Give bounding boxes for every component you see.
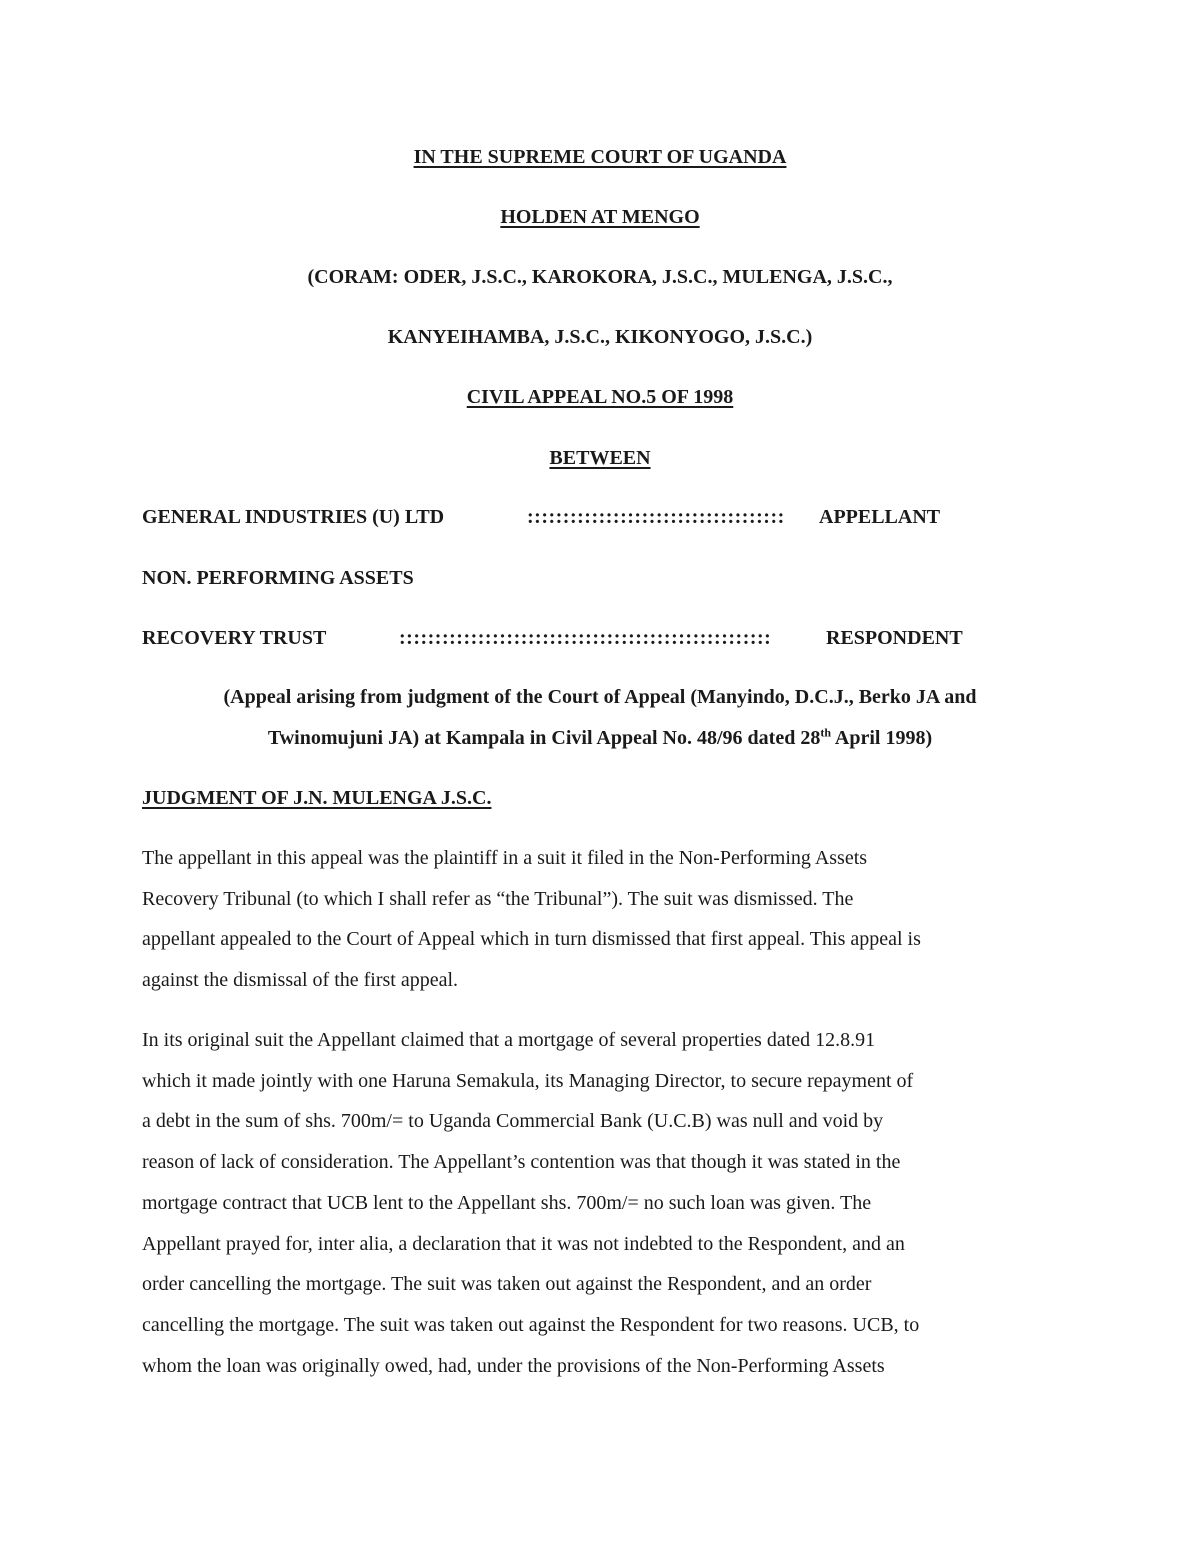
appeal-note-line-1: (Appeal arising from judgment of the Court of Appeal (Manyindo, D.C.J., Berko JA and — [223, 686, 977, 708]
respondent-name-part-1: NON. PERFORMING ASSETS — [142, 567, 414, 589]
paragraph-2-line: In its original suit the Appellant claimed that a mortgage of several properties dated 12.8.91 — [142, 1029, 876, 1051]
appellant-dots: :::::::::::::::::::::::::::::::::::: — [527, 506, 785, 528]
appeal-note-line-2-end: April 1998) — [831, 727, 933, 749]
paragraph-1-line: Recovery Tribunal (to which I shall refer as “the Tribunal”). The suit was dismissed. The — [142, 887, 854, 910]
paragraph-2-line: Appellant prayed for, inter alia, a declaration that it was not indebted to the Respondent, and an — [142, 1232, 905, 1255]
paragraph-1-line: The appellant in this appeal was the plaintiff in a suit it filed in the Non-Performing Assets — [142, 847, 868, 869]
appellant-role: APPELLANT — [819, 506, 941, 528]
paragraph-1 — [142, 838, 1060, 1001]
paragraph-2-line: whom the loan was originally owed, had, under the provisions of the Non-Performing Assets — [142, 1354, 885, 1377]
appeal-note-line-2-text: Twinomujuni JA) at Kampala in Civil Appeal No. 48/96 dated 28 — [267, 727, 821, 749]
paragraph-2-line: mortgage contract that UCB lent to the Appellant shs. 700m/= no such loan was given. The — [142, 1191, 872, 1214]
respondent-row — [142, 626, 1060, 650]
paragraph-2-line: a debt in the sum of shs. 700m/= to Uganda Commercial Bank (U.C.B) was null and void by — [142, 1110, 884, 1133]
paragraph-2-line: which it made jointly with one Haruna Semakula, its Managing Director, to secure repayment of — [142, 1069, 914, 1092]
appeal-note-line-2 — [142, 718, 1058, 759]
court-title: IN THE SUPREME COURT OF UGANDA — [413, 146, 787, 168]
appellant-row — [142, 505, 1060, 529]
paragraph-2-line: order cancelling the mortgage. The suit was taken out against the Respondent, and an order — [142, 1273, 872, 1296]
respondent-dots: :::::::::::::::::::::::::::::::::::::::::::::::::::: — [399, 627, 772, 649]
coram-line-1: (CORAM: ODER, J.S.C., KAROKORA, J.S.C., MULENGA, J.S.C., — [307, 266, 893, 288]
paragraph-2-line: cancelling the mortgage. The suit was taken out against the Respondent for two reasons. UCB, to — [142, 1313, 920, 1336]
between-heading: BETWEEN — [549, 447, 651, 469]
date-superscript: th — [820, 725, 832, 740]
appellant-name: GENERAL INDUSTRIES (U) LTD — [142, 506, 445, 528]
coram-line-2: KANYEIHAMBA, J.S.C., KIKONYOGO, J.S.C.) — [387, 326, 813, 348]
court-location: HOLDEN AT MENGO — [500, 206, 700, 228]
case-number: CIVIL APPEAL NO.5 OF 1998 — [466, 386, 734, 408]
appeal-note — [142, 677, 1058, 759]
respondent-name-part-2: RECOVERY TRUST — [142, 627, 327, 649]
paragraph-1-line: against the dismissal of the first appeal. — [142, 969, 459, 992]
respondent-name-line-1 — [142, 566, 414, 590]
paragraph-2 — [142, 1020, 1060, 1386]
respondent-role: RESPONDENT — [826, 627, 963, 649]
paragraph-1-line: appellant appealed to the Court of Appeal which in turn dismissed that first appeal. This appeal is — [142, 928, 921, 951]
judgment-heading: JUDGMENT OF J.N. MULENGA J.S.C. — [142, 787, 492, 809]
paragraph-2-line: reason of lack of consideration. The Appellant’s contention was that though it was stated in the — [142, 1151, 901, 1174]
